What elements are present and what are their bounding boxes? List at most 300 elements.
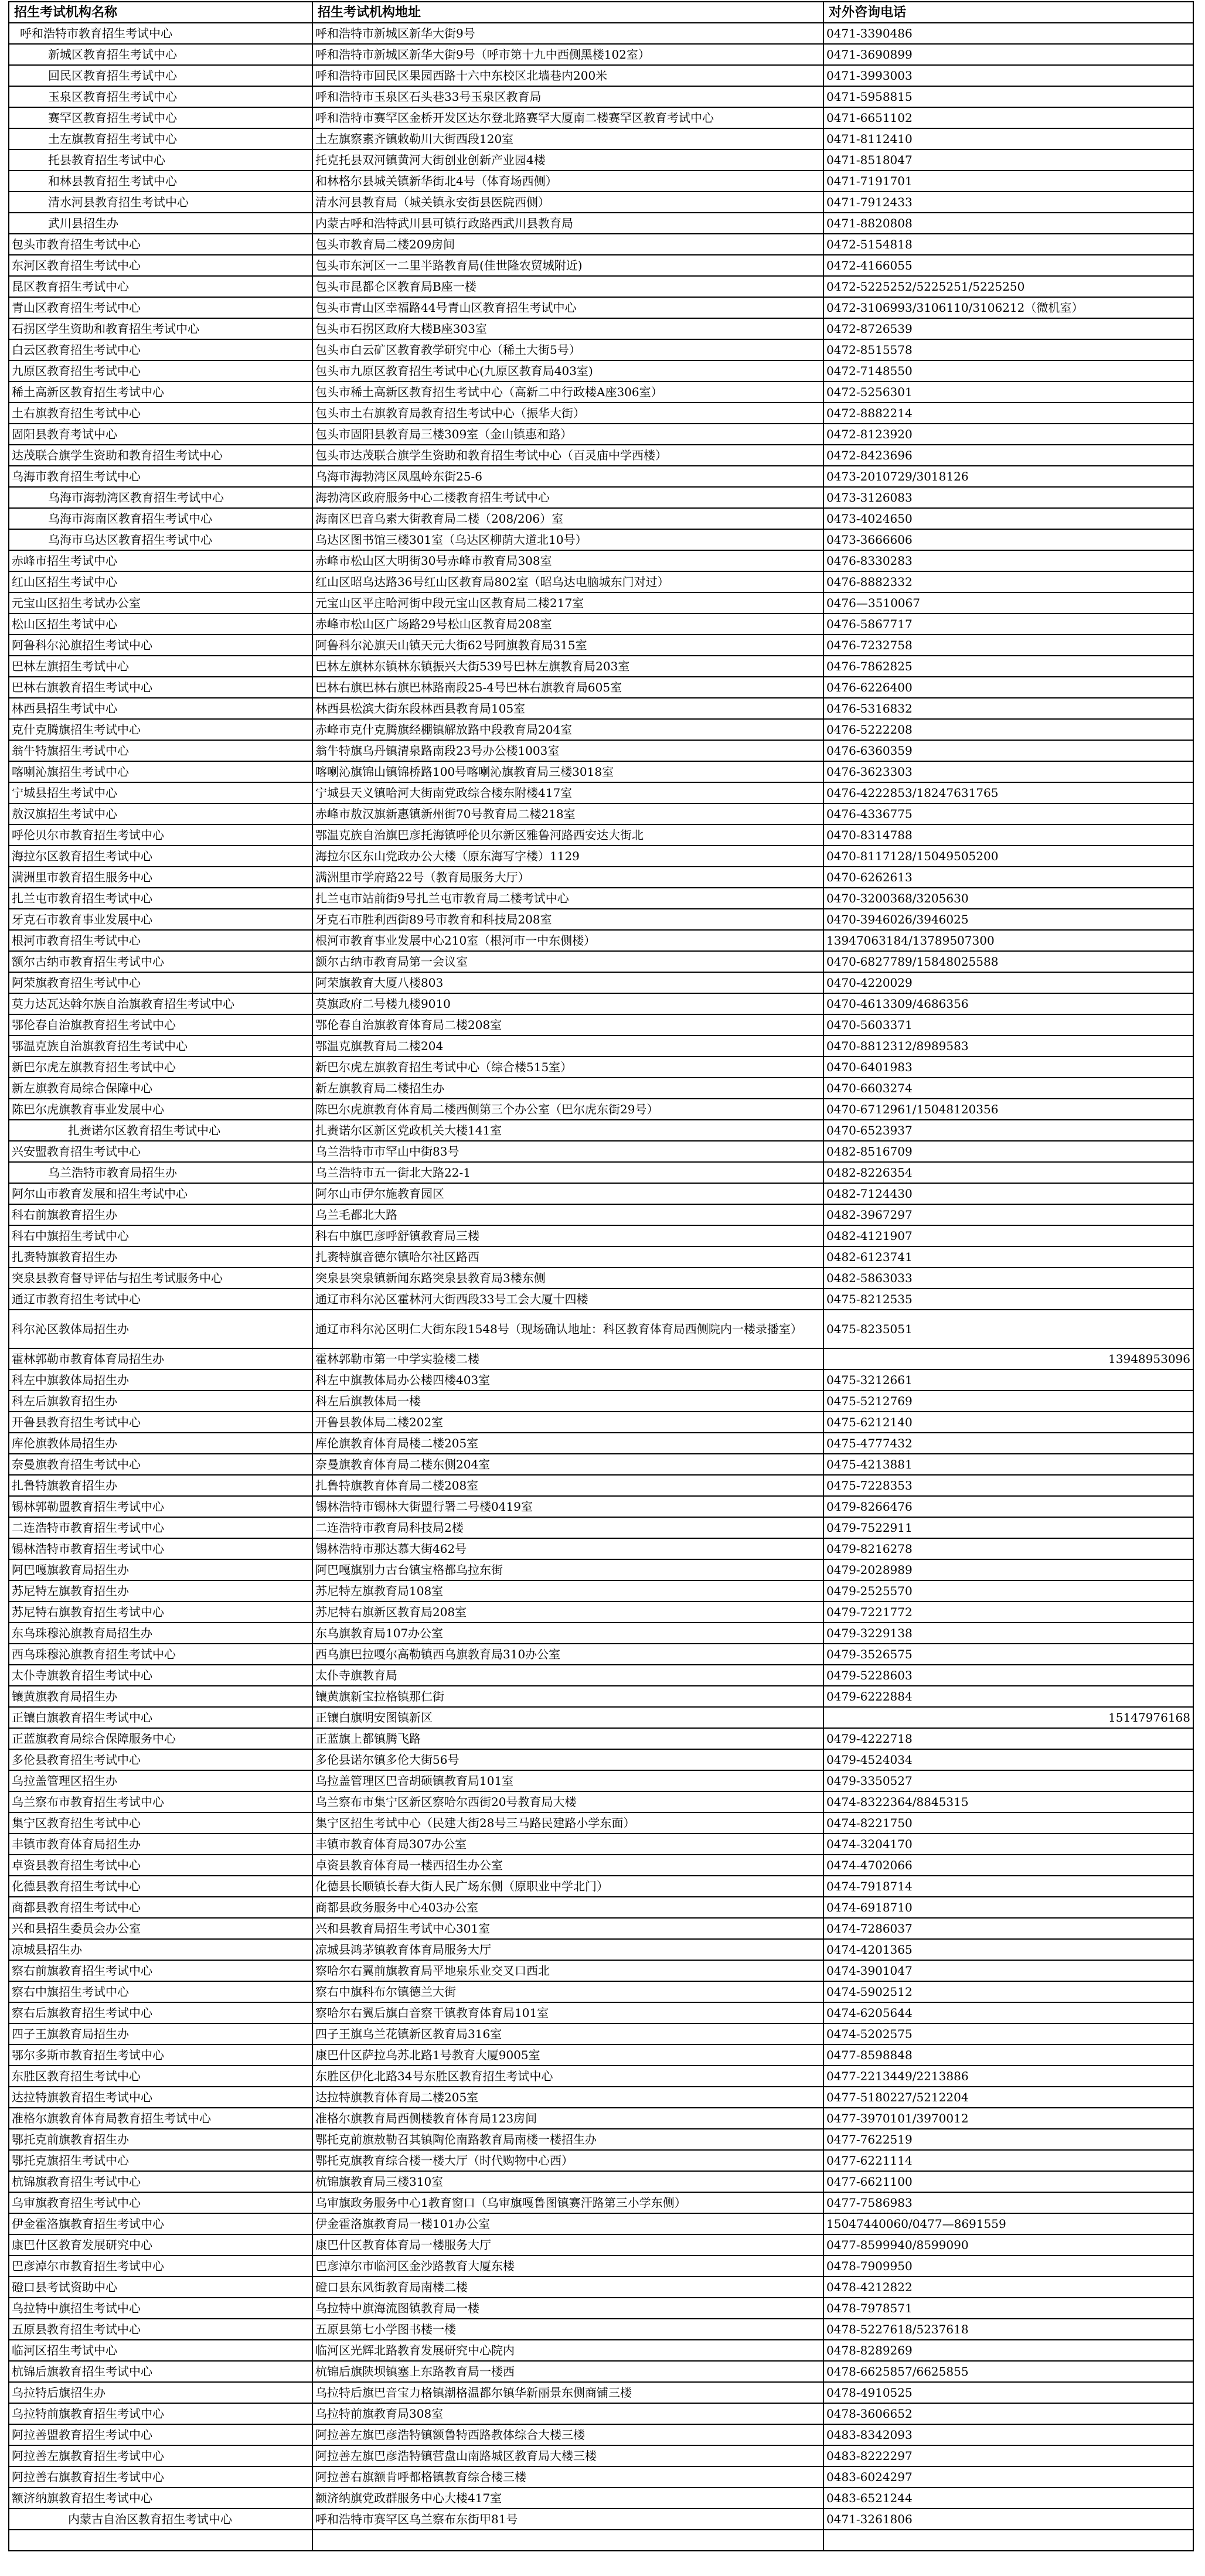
office-address-cell: 红山区昭乌达路36号红山区教育局802室（昭乌达电脑城东门对过） — [312, 571, 823, 592]
office-phone-cell: 0475-5212769 — [823, 1391, 1193, 1412]
office-name-cell: 科右前旗教育招生办 — [9, 1204, 312, 1225]
table-row — [9, 44, 1193, 65]
office-phone-cell: 13948953096 — [823, 1348, 1193, 1369]
table-row — [9, 1310, 1193, 1348]
office-phone-cell: 0474-6918710 — [823, 1897, 1193, 1918]
office-address-cell: 康巴什区教育体育局一楼服务大厅 — [312, 2234, 823, 2255]
office-name-cell: 乌海市教育招生考试中心 — [9, 466, 312, 487]
office-address-cell: 满洲里市学府路22号（教育局服务大厅） — [312, 867, 823, 888]
table-row — [9, 445, 1193, 466]
office-phone-cell: 0470-5603371 — [823, 1014, 1193, 1035]
office-phone-cell: 0479-8266476 — [823, 1496, 1193, 1517]
office-phone-cell: 0476-8882332 — [823, 571, 1193, 592]
office-name-cell: 兴和县招生委员会办公室 — [9, 1918, 312, 1939]
office-name-cell: 达茂联合旗学生资助和教育招生考试中心 — [9, 445, 312, 466]
office-phone-cell: 0478-8289269 — [823, 2340, 1193, 2361]
office-phone-cell: 0474-3204170 — [823, 1834, 1193, 1855]
office-name-cell: 鄂温克族自治旗教育招生考试中心 — [9, 1035, 312, 1057]
office-address-cell: 西乌旗巴拉嘎尔高勒镇西乌旗教育局310办公室 — [312, 1644, 823, 1665]
office-name-cell: 敖汉旗招生考试中心 — [9, 803, 312, 824]
office-phone-cell: 0475-4213881 — [823, 1454, 1193, 1475]
table-row — [9, 1057, 1193, 1078]
office-name-cell: 通辽市教育招生考试中心 — [9, 1289, 312, 1310]
office-phone-cell: 0478-7909950 — [823, 2255, 1193, 2277]
office-address-cell: 伊金霍洛旗教育局一楼101办公室 — [312, 2213, 823, 2234]
office-phone-cell: 0471-3261806 — [823, 2509, 1193, 2530]
office-phone-cell: 0483-6521244 — [823, 2488, 1193, 2509]
office-address-cell: 托克托县双河镇黄河大街创业创新产业园4楼 — [312, 149, 823, 171]
table-row — [9, 2234, 1193, 2255]
office-phone-cell: 0482-6123741 — [823, 1246, 1193, 1267]
office-address-cell: 包头市教育局二楼209房间 — [312, 234, 823, 255]
office-name-cell: 固阳县教育考试中心 — [9, 424, 312, 445]
office-name-cell: 翁牛特旗招生考试中心 — [9, 740, 312, 761]
table-row — [9, 1918, 1193, 1939]
office-phone-cell: 0470-6523937 — [823, 1120, 1193, 1141]
office-address-cell: 呼和浩特市新城区新华大街9号 — [312, 23, 823, 44]
office-address-cell: 锡林浩特市锡林大街盟行署二号楼0419室 — [312, 1496, 823, 1517]
office-phone-cell: 0472-8726539 — [823, 318, 1193, 339]
table-row — [9, 2445, 1193, 2466]
office-phone-cell: 0475-8212535 — [823, 1289, 1193, 1310]
office-address-cell: 阿巴嘎旗别力古台镇宝格都乌拉东街 — [312, 1559, 823, 1580]
office-address-cell: 呼和浩特市玉泉区石头巷33号玉泉区教育局 — [312, 86, 823, 107]
office-name-cell: 卓资县教育招生考试中心 — [9, 1855, 312, 1876]
office-name-cell: 正镶白旗教育招生考试中心 — [9, 1707, 312, 1728]
table-row — [9, 1183, 1193, 1204]
office-phone-cell: 0471-3993003 — [823, 65, 1193, 86]
table-row — [9, 1289, 1193, 1310]
office-phone-cell: 0478-7978571 — [823, 2298, 1193, 2319]
table-row — [9, 1623, 1193, 1644]
office-phone-cell: 0478-5227618/5237618 — [823, 2319, 1193, 2340]
office-phone-cell: 0477-7586983 — [823, 2192, 1193, 2213]
office-phone-cell: 0472-3106993/3106110/3106212（微机室） — [823, 297, 1193, 318]
office-phone-cell: 0474-7286037 — [823, 1918, 1193, 1939]
office-name-cell: 额尔古纳市教育招生考试中心 — [9, 951, 312, 972]
table-row — [9, 550, 1193, 571]
office-phone-cell: 0477-6621100 — [823, 2171, 1193, 2192]
office-phone-cell: 0477-3970101/3970012 — [823, 2108, 1193, 2129]
office-phone-cell: 0470-3200368/3205630 — [823, 888, 1193, 909]
office-name-cell: 乌拉特前旗教育招生考试中心 — [9, 2403, 312, 2424]
table-row — [9, 614, 1193, 635]
office-name-cell: 乌兰察布市教育招生考试中心 — [9, 1791, 312, 1812]
office-address-cell: 乌拉特前旗教育局308室 — [312, 2403, 823, 2424]
office-name-cell: 凉城县招生办 — [9, 1939, 312, 1960]
office-address-cell: 苏尼特右旗新区教育局208室 — [312, 1602, 823, 1623]
header-row — [9, 2, 1193, 23]
office-address-cell: 包头市昆都仑区教育局B座一楼 — [312, 276, 823, 297]
table-row — [9, 1141, 1193, 1162]
office-phone-cell: 0470-6401983 — [823, 1057, 1193, 1078]
office-address-cell: 赤峰市松山区大明街30号赤峰市教育局308室 — [312, 550, 823, 571]
office-phone-cell: 0473-4024650 — [823, 508, 1193, 529]
office-name-cell: 临河区招生考试中心 — [9, 2340, 312, 2361]
office-phone-cell: 0479-2525570 — [823, 1580, 1193, 1602]
table-row — [9, 339, 1193, 360]
office-name-cell: 红山区招生考试中心 — [9, 571, 312, 592]
table-row — [9, 2403, 1193, 2424]
office-name-cell: 乌海市乌达区教育招生考试中心 — [9, 529, 312, 550]
office-phone-cell: 0470-8314788 — [823, 824, 1193, 846]
office-name-cell: 乌拉特后旗招生办 — [9, 2382, 312, 2403]
office-phone-cell: 0476-3623303 — [823, 761, 1193, 782]
table-row — [9, 487, 1193, 508]
office-phone-cell: 0478-3606652 — [823, 2403, 1193, 2424]
office-phone-cell: 0483-8342093 — [823, 2424, 1193, 2445]
table-row — [9, 571, 1193, 592]
office-address-cell: 包头市九原区教育招生考试中心(九原区教育局403室) — [312, 360, 823, 381]
table-row — [9, 192, 1193, 213]
office-phone-cell: 0476-5222208 — [823, 719, 1193, 740]
office-address-cell: 商都县政务服务中心403办公室 — [312, 1897, 823, 1918]
office-address-cell: 察哈尔右翼后旗白音察干镇教育体育局101室 — [312, 2002, 823, 2023]
office-address-cell: 额尔古纳市教育局第一会议室 — [312, 951, 823, 972]
office-phone-cell: 0471-8820808 — [823, 213, 1193, 234]
office-address-cell: 化德县长顺镇长春大街人民广场东侧（原职业中学北门） — [312, 1876, 823, 1897]
office-phone-cell: 0470-6603274 — [823, 1078, 1193, 1099]
table-row — [9, 2488, 1193, 2509]
office-address-cell: 突泉县突泉镇新闻东路突泉县教育局3楼东侧 — [312, 1267, 823, 1289]
office-address-cell: 霍林郭勒市第一中学实验楼二楼 — [312, 1348, 823, 1369]
office-name-cell: 新巴尔虎左旗教育招生考试中心 — [9, 1057, 312, 1078]
office-address-cell: 翁牛特旗乌丹镇清泉路南段23号办公楼1003室 — [312, 740, 823, 761]
office-phone-cell: 0471-6651102 — [823, 107, 1193, 128]
office-name-cell: 太仆寺旗教育招生考试中心 — [9, 1665, 312, 1686]
office-address-cell: 乌拉特后旗巴音宝力格镇潮格温都尔镇华新丽景东侧商铺三楼 — [312, 2382, 823, 2403]
office-name-cell: 松山区招生考试中心 — [9, 614, 312, 635]
office-name-cell: 九原区教育招生考试中心 — [9, 360, 312, 381]
office-name-cell: 土右旗教育招生考试中心 — [9, 403, 312, 424]
office-name-cell: 海拉尔区教育招生考试中心 — [9, 846, 312, 867]
office-phone-cell: 0471-8112410 — [823, 128, 1193, 149]
office-address-cell: 呼和浩特市新城区新华大街9号（呼市第十九中西侧黑楼102室） — [312, 44, 823, 65]
empty-row — [9, 2530, 1193, 2551]
table-row — [9, 635, 1193, 656]
table-row — [9, 2509, 1193, 2530]
office-address-cell: 东乌旗教育局107办公室 — [312, 1623, 823, 1644]
office-phone-cell: 0472-5256301 — [823, 381, 1193, 403]
office-name-cell: 东乌珠穆沁旗教育局招生办 — [9, 1623, 312, 1644]
office-phone-cell: 0471-8518047 — [823, 149, 1193, 171]
office-phone-cell: 0478-4212822 — [823, 2277, 1193, 2298]
table-row — [9, 951, 1193, 972]
office-name-cell: 鄂托克旗招生考试中心 — [9, 2150, 312, 2171]
office-phone-cell: 0479-3526575 — [823, 1644, 1193, 1665]
table-row — [9, 972, 1193, 993]
table-row — [9, 1749, 1193, 1770]
office-address-cell: 开鲁县教体局二楼202室 — [312, 1412, 823, 1433]
office-name-cell: 杭锦后旗教育招生考试中心 — [9, 2361, 312, 2382]
office-phone-cell: 0476-7232758 — [823, 635, 1193, 656]
office-name-cell: 乌海市海勃湾区教育招生考试中心 — [9, 487, 312, 508]
office-name-cell: 巴林左旗招生考试中心 — [9, 656, 312, 677]
office-name-cell: 喀喇沁旗招生考试中心 — [9, 761, 312, 782]
office-name-cell: 察右前旗教育招生考试中心 — [9, 1960, 312, 1981]
office-name-cell: 林西县招生考试中心 — [9, 698, 312, 719]
office-address-cell: 鄂温克族自治旗巴彦托海镇呼伦贝尔新区雅鲁河路西安达大街北 — [312, 824, 823, 846]
office-address-cell: 清水河县教育局（城关镇永安街县医院西侧） — [312, 192, 823, 213]
spreadsheet — [8, 1, 1194, 2551]
office-name-cell: 四子王旗教育局招生办 — [9, 2023, 312, 2045]
office-address-cell: 包头市石拐区政府大楼B座303室 — [312, 318, 823, 339]
office-address-cell: 根河市教育事业发展中心210室（根河市一中东侧楼） — [312, 930, 823, 951]
office-name-cell: 镶黄旗教育局招生办 — [9, 1686, 312, 1707]
office-phone-cell: 0479-3350527 — [823, 1770, 1193, 1791]
office-address-cell: 阿拉善左旗巴彦浩特镇额鲁特西路教体综合大楼三楼 — [312, 2424, 823, 2445]
office-address-cell: 巴林右旗巴林右旗巴林路南段25-4号巴林右旗教育局605室 — [312, 677, 823, 698]
office-name-cell: 乌拉特中旗招生考试中心 — [9, 2298, 312, 2319]
office-address-cell: 乌拉盖管理区巴音胡硕镇教育局101室 — [312, 1770, 823, 1791]
header-address: 招生考试机构地址 — [312, 2, 823, 23]
table-row — [9, 107, 1193, 128]
table-row — [9, 824, 1193, 846]
office-address-cell: 莫旗政府二号楼九楼9010 — [312, 993, 823, 1014]
office-address-cell: 乌审旗政务服务中心1教育窗口（乌审旗嘎鲁图镇赛汗路第三小学东侧） — [312, 2192, 823, 2213]
table-row — [9, 1162, 1193, 1183]
office-phone-cell: 0479-5228603 — [823, 1665, 1193, 1686]
table-row — [9, 1246, 1193, 1267]
office-phone-cell: 0474-7918714 — [823, 1876, 1193, 1897]
table-row — [9, 1204, 1193, 1225]
table-row — [9, 424, 1193, 445]
table-row — [9, 2466, 1193, 2488]
office-address-cell: 太仆寺旗教育局 — [312, 1665, 823, 1686]
office-address-cell: 阿尔山市伊尔施教育园区 — [312, 1183, 823, 1204]
table-row — [9, 149, 1193, 171]
office-address-cell: 察右中旗科布尔镇德兰大街 — [312, 1981, 823, 2002]
table-row — [9, 128, 1193, 149]
office-name-cell: 鄂尔多斯市教育招生考试中心 — [9, 2045, 312, 2066]
office-address-cell: 磴口县东风街教育局南楼二楼 — [312, 2277, 823, 2298]
office-name-cell: 和林县教育招生考试中心 — [9, 171, 312, 192]
office-address-cell: 东胜区伊化北路34号东胜区教育招生考试中心 — [312, 2066, 823, 2087]
office-address-cell: 奈曼旗教育体育局二楼东侧204室 — [312, 1454, 823, 1475]
office-phone-cell: 0476-5316832 — [823, 698, 1193, 719]
office-address-cell: 额济纳旗党政群服务中心大楼417室 — [312, 2488, 823, 2509]
office-address-cell: 赤峰市松山区广场路29号松山区教育局208室 — [312, 614, 823, 635]
office-address-cell: 阿鲁科尔沁旗天山镇天元大街62号阿旗教育局315室 — [312, 635, 823, 656]
table-row — [9, 2192, 1193, 2213]
office-name-cell: 阿拉善左旗教育招生考试中心 — [9, 2445, 312, 2466]
table-row — [9, 1855, 1193, 1876]
office-phone-cell: 0474-6205644 — [823, 2002, 1193, 2023]
table-row — [9, 2150, 1193, 2171]
header-phone: 对外咨询电话 — [823, 2, 1193, 23]
table-row — [9, 86, 1193, 107]
office-phone-cell: 0471-7912433 — [823, 192, 1193, 213]
office-name-cell: 乌审旗教育招生考试中心 — [9, 2192, 312, 2213]
office-name-cell: 奈曼旗教育招生考试中心 — [9, 1454, 312, 1475]
office-address-cell: 喀喇沁旗锦山镇锦桥路100号喀喇沁旗教育局三楼3018室 — [312, 761, 823, 782]
office-address-cell: 锡林浩特市那达慕大街462号 — [312, 1538, 823, 1559]
office-address-cell: 海拉尔区东山党政办公大楼（原东海写字楼）1129 — [312, 846, 823, 867]
office-phone-cell: 0476-8330283 — [823, 550, 1193, 571]
office-phone-cell: 0472-8882214 — [823, 403, 1193, 424]
office-name-cell: 西乌珠穆沁旗教育招生考试中心 — [9, 1644, 312, 1665]
table-row — [9, 2298, 1193, 2319]
table-row — [9, 909, 1193, 930]
table-row — [9, 2277, 1193, 2298]
table-row — [9, 1517, 1193, 1538]
office-name-cell: 呼伦贝尔市教育招生考试中心 — [9, 824, 312, 846]
office-address-cell: 凉城县鸿茅镇教育体育局服务大厅 — [312, 1939, 823, 1960]
office-address-cell: 兴和县教育局招生考试中心301室 — [312, 1918, 823, 1939]
table-row — [9, 656, 1193, 677]
office-name-cell: 鄂托克前旗教育招生办 — [9, 2129, 312, 2150]
office-name-cell: 阿巴嘎旗教育局招生办 — [9, 1559, 312, 1580]
table-row — [9, 255, 1193, 276]
table-row — [9, 1412, 1193, 1433]
office-name-cell: 稀土高新区教育招生考试中心 — [9, 381, 312, 403]
office-address-cell: 乌兰浩特市五一街北大路22-1 — [312, 1162, 823, 1183]
office-name-cell: 呼和浩特市教育招生考试中心 — [9, 23, 312, 44]
office-name-cell: 巴彦淖尔市教育招生考试中心 — [9, 2255, 312, 2277]
office-address-cell: 扎赉诺尔区新区党政机关大楼141室 — [312, 1120, 823, 1141]
office-name-cell: 阿鲁科尔沁旗招生考试中心 — [9, 635, 312, 656]
office-phone-cell: 0476-7862825 — [823, 656, 1193, 677]
office-address-cell: 包头市东河区一二里半路教育局(佳世隆农贸城附近) — [312, 255, 823, 276]
office-phone-cell: 0470-3946026/3946025 — [823, 909, 1193, 930]
office-name-cell: 东胜区教育招生考试中心 — [9, 2066, 312, 2087]
office-phone-cell: 0470-8812312/8989583 — [823, 1035, 1193, 1057]
office-name-cell: 扎兰屯市教育招生考试中心 — [9, 888, 312, 909]
office-phone-cell: 0474-4201365 — [823, 1939, 1193, 1960]
office-phone-cell: 0472-5225252/5225251/5225250 — [823, 276, 1193, 297]
office-address-cell: 阿拉善右旗额肯呼都格镇教育综合楼三楼 — [312, 2466, 823, 2488]
office-phone-cell: 0476-5867717 — [823, 614, 1193, 635]
office-address-cell: 库伦旗教育体育局楼二楼205室 — [312, 1433, 823, 1454]
table-row — [9, 930, 1193, 951]
office-name-cell: 内蒙古自治区教育招生考试中心 — [9, 2509, 312, 2530]
office-phone-cell: 0482-8226354 — [823, 1162, 1193, 1183]
office-address-cell: 海南区巴音乌素大街教育局二楼（208/206）室 — [312, 508, 823, 529]
office-name-cell: 五原县教育招生考试中心 — [9, 2319, 312, 2340]
office-address-cell: 康巴什区萨拉乌苏北路1号教育大厦9005室 — [312, 2045, 823, 2066]
office-name-cell: 科右中旗招生考试中心 — [9, 1225, 312, 1246]
office-phone-cell: 0477-2213449/2213886 — [823, 2066, 1193, 2087]
office-address-cell: 乌达区图书馆三楼301室（乌达区柳荫大道北10号） — [312, 529, 823, 550]
office-address-cell: 丰镇市教育体育局307办公室 — [312, 1834, 823, 1855]
office-phone-cell: 0479-3229138 — [823, 1623, 1193, 1644]
office-phone-cell: 0479-4524034 — [823, 1749, 1193, 1770]
office-phone-cell: 0470-6827789/15848025588 — [823, 951, 1193, 972]
office-name-cell: 清水河县教育招生考试中心 — [9, 192, 312, 213]
empty-cell — [823, 2530, 1193, 2551]
office-phone-cell: 0474-4702066 — [823, 1855, 1193, 1876]
office-phone-cell: 0483-8222297 — [823, 2445, 1193, 2466]
office-phone-cell: 0473-2010729/3018126 — [823, 466, 1193, 487]
office-name-cell: 新城区教育招生考试中心 — [9, 44, 312, 65]
table-row — [9, 1538, 1193, 1559]
office-address-cell: 宁城县天义镇哈河大街南党政综合楼东附楼417室 — [312, 782, 823, 803]
office-name-cell: 阿拉善盟教育招生考试中心 — [9, 2424, 312, 2445]
table-row — [9, 1225, 1193, 1246]
table-row — [9, 993, 1193, 1014]
office-name-cell: 库伦旗教体局招生办 — [9, 1433, 312, 1454]
office-name-cell: 阿拉善右旗教育招生考试中心 — [9, 2466, 312, 2488]
office-phone-cell: 0470-4220029 — [823, 972, 1193, 993]
office-address-cell: 呼和浩特市赛罕区金桥开发区达尔登北路赛罕大厦南二楼赛罕区教育考试中心 — [312, 107, 823, 128]
office-address-cell: 牙克石市胜利西街89号市教育和科技局208室 — [312, 909, 823, 930]
office-address-cell: 巴彦淖尔市临河区金沙路教育大厦东楼 — [312, 2255, 823, 2277]
office-name-cell: 阿尔山市教育发展和招生考试中心 — [9, 1183, 312, 1204]
table-row — [9, 1099, 1193, 1120]
office-phone-cell: 0483-6024297 — [823, 2466, 1193, 2488]
office-phone-cell: 0470-6262613 — [823, 867, 1193, 888]
office-phone-cell: 0475-7228353 — [823, 1475, 1193, 1496]
office-phone-cell: 0471-3690899 — [823, 44, 1193, 65]
table-row — [9, 2045, 1193, 2066]
office-name-cell: 杭锦旗教育招生考试中心 — [9, 2171, 312, 2192]
office-address-cell: 五原县第七小学图书楼一楼 — [312, 2319, 823, 2340]
office-address-cell: 鄂温克旗教育局二楼204 — [312, 1035, 823, 1057]
office-phone-cell: 0473-3126083 — [823, 487, 1193, 508]
table-row — [9, 1834, 1193, 1855]
table-row — [9, 719, 1193, 740]
office-name-cell: 苏尼特右旗教育招生考试中心 — [9, 1602, 312, 1623]
office-phone-cell: 15147976168 — [823, 1707, 1193, 1728]
table-row — [9, 1014, 1193, 1035]
office-name-cell: 新左旗教育局综合保障中心 — [9, 1078, 312, 1099]
table-row — [9, 2171, 1193, 2192]
table-row — [9, 2108, 1193, 2129]
table-row — [9, 276, 1193, 297]
exam-office-table — [8, 1, 1194, 2551]
table-row — [9, 1559, 1193, 1580]
office-address-cell: 镶黄旗新宝拉格镇那仁街 — [312, 1686, 823, 1707]
office-name-cell: 磴口县考试资助中心 — [9, 2277, 312, 2298]
office-address-cell: 鄂伦春自治旗教育体育局二楼208室 — [312, 1014, 823, 1035]
office-phone-cell: 0477-7622519 — [823, 2129, 1193, 2150]
office-name-cell: 扎赉特旗教育招生办 — [9, 1246, 312, 1267]
office-name-cell: 察右后旗教育招生考试中心 — [9, 2002, 312, 2023]
office-phone-cell: 0471-5958815 — [823, 86, 1193, 107]
office-phone-cell: 0482-8516709 — [823, 1141, 1193, 1162]
table-row — [9, 1897, 1193, 1918]
office-name-cell: 化德县教育招生考试中心 — [9, 1876, 312, 1897]
table-row — [9, 1960, 1193, 1981]
table-row — [9, 1369, 1193, 1391]
office-address-cell: 元宝山区平庄哈河街中段元宝山区教育局二楼217室 — [312, 592, 823, 614]
header-name: 招生考试机构名称 — [9, 2, 312, 23]
office-phone-cell: 0477-6221114 — [823, 2150, 1193, 2171]
table-row — [9, 381, 1193, 403]
office-name-cell: 莫力达瓦达斡尔族自治旗教育招生考试中心 — [9, 993, 312, 1014]
office-name-cell: 突泉县教育督导评估与招生考试服务中心 — [9, 1267, 312, 1289]
table-row — [9, 508, 1193, 529]
table-row — [9, 1981, 1193, 2002]
office-name-cell: 正蓝旗教育局综合保障服务中心 — [9, 1728, 312, 1749]
office-address-cell: 新左旗教育局二楼招生办 — [312, 1078, 823, 1099]
office-name-cell: 包头市教育招生考试中心 — [9, 234, 312, 255]
office-address-cell: 正镶白旗明安图镇新区 — [312, 1707, 823, 1728]
table-row — [9, 2255, 1193, 2277]
table-row — [9, 740, 1193, 761]
table-row — [9, 592, 1193, 614]
table-row — [9, 2213, 1193, 2234]
table-row — [9, 1267, 1193, 1289]
table-row — [9, 2361, 1193, 2382]
office-phone-cell: 0471-7191701 — [823, 171, 1193, 192]
table-row — [9, 1770, 1193, 1791]
office-phone-cell: 0477-5180227/5212204 — [823, 2087, 1193, 2108]
office-phone-cell: 0474-8322364/8845315 — [823, 1791, 1193, 1812]
office-name-cell: 根河市教育招生考试中心 — [9, 930, 312, 951]
table-row — [9, 2002, 1193, 2023]
office-address-cell: 科右中旗巴彦呼舒镇教育局三楼 — [312, 1225, 823, 1246]
